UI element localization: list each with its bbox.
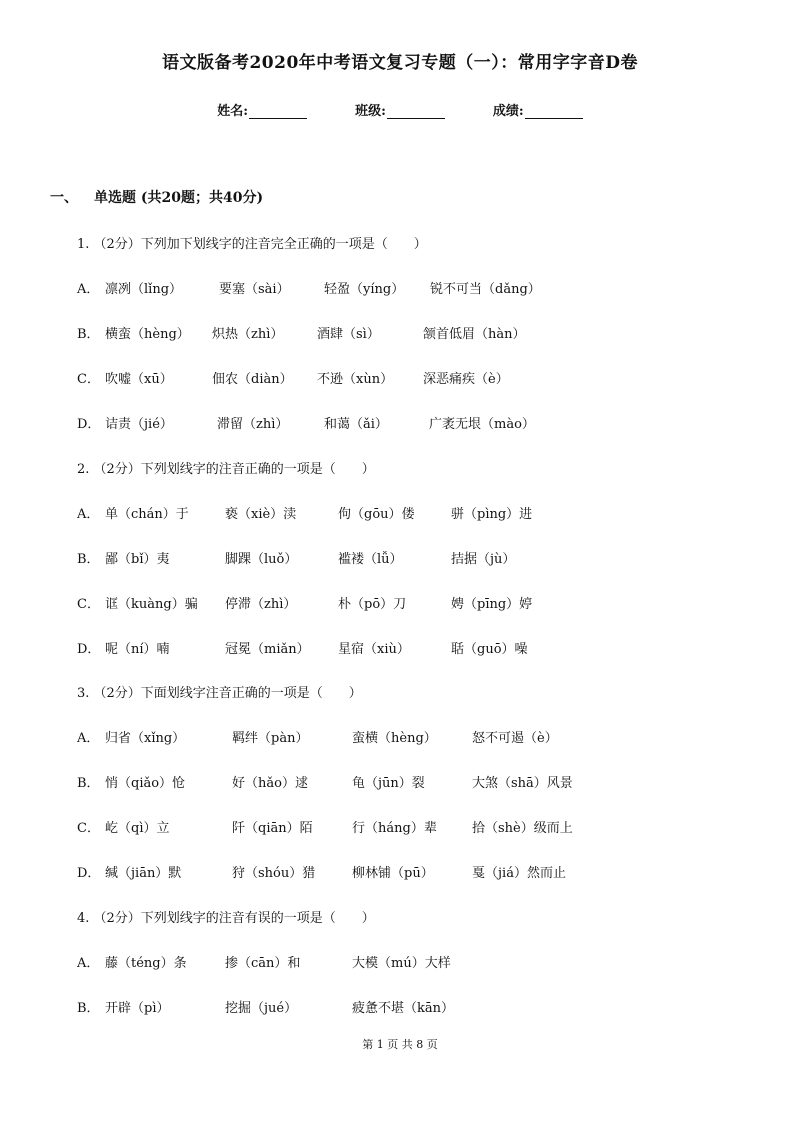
name-blank [249,106,307,119]
option-row [77,548,516,567]
option-letter: C． [77,821,100,836]
option-row [77,503,533,522]
option-item: 藤（téng）条 [105,956,187,971]
document-title: 语文版备考2020年中考语文复习专题（一）：常用字字音D卷 [161,53,639,73]
option-item: 诘责（jié） [105,417,173,432]
option-letter: B． [77,776,100,791]
option-item: 大模（mú）大样 [352,956,451,971]
name-label: 姓名: [217,104,249,119]
page-footer: 第 1 页 共 8 页 [362,1038,438,1051]
option-item: 挖掘（jué） [225,1001,298,1016]
option-letter: C． [77,597,100,612]
question-stem: 1. （2分）下列加下划线字的注音完全正确的一项是（ ） [77,237,427,252]
option-item: 轻盈（yíng） [324,282,405,297]
question-stem: 4. （2分）下列划线字的注音有误的一项是（ ） [77,911,375,926]
question-stem: 3. （2分）下面划线字注音正确的一项是（ ） [77,686,362,701]
option-item: 蛮横（hèng） [352,731,437,746]
score-blank [525,106,583,119]
option-item: 滞留（zhì） [217,417,289,432]
option-row [77,638,528,657]
option-item: 诓（kuàng）骗 [105,597,198,612]
option-item: 星宿（xiù） [338,642,410,657]
option-item: 炽热（zhì） [212,327,284,342]
option-item: 亵（xiè）渎 [225,507,297,522]
option-item: 颔首低眉（hàn） [423,327,526,342]
option-item: 要塞（sài） [219,282,290,297]
option-row [77,952,451,971]
option-item: 冠冕（miǎn） [225,642,310,657]
option-item: 呢（ní）喃 [105,642,170,657]
option-item: 羁绊（pàn） [232,731,309,746]
option-item: 朴（pō）刀 [338,597,407,612]
option-item: 深恶痛疾（è） [423,372,509,387]
section-title: 单选题 (共20题；共40分) [94,190,264,206]
option-row [77,413,535,432]
score-label: 成绩: [492,104,524,119]
section-number: 一、 [50,190,78,206]
option-item: 开辟（pì） [105,1001,170,1016]
option-item: 柳林铺（pū） [352,866,434,881]
question-stem: 2. （2分）下列划线字的注音正确的一项是（ ） [77,462,375,477]
option-item: 佝（gōu）偻 [338,507,415,522]
option-letter: A． [77,282,100,297]
option-letter: A． [77,956,100,971]
name-field [217,100,307,119]
option-item: 大煞（shā）风景 [472,776,573,791]
option-letter: A． [77,731,100,746]
option-item: 龟（jūn）裂 [352,776,425,791]
option-item: 行（háng）辈 [352,821,437,836]
option-letter: D． [77,866,101,881]
option-item: 停滞（zhì） [225,597,297,612]
option-item: 脚踝（luǒ） [225,552,298,567]
option-row [77,772,573,791]
option-item: 单（chán）于 [105,507,189,522]
option-item: 掺（cān）和 [225,956,301,971]
option-item: 吹嘘（xū） [105,372,173,387]
option-row [77,862,566,881]
option-item: 锐不可当（dǎng） [430,282,541,297]
option-item: 缄（jiān）默 [105,866,182,881]
option-row [77,727,558,746]
option-item: 聒（guō）噪 [451,642,528,657]
student-info-row [0,100,800,119]
option-item: 娉（pīng）婷 [451,597,533,612]
option-item: 不逊（xùn） [317,372,394,387]
option-item: 和蔼（ǎi） [324,417,388,432]
option-letter: B． [77,552,100,567]
option-item: 阡（qiān）陌 [232,821,313,836]
option-item: 凛冽（lǐng） [105,282,183,297]
option-item: 褴褛（lǚ） [338,552,403,567]
option-item: 佃农（diàn） [212,372,293,387]
option-item: 酒肆（sì） [317,327,380,342]
option-letter: B． [77,327,100,342]
option-item: 骈（pìng）进 [451,507,533,522]
option-row [77,997,455,1016]
section-heading [50,187,263,207]
option-row [77,593,533,612]
option-item: 拾（shè）级而上 [472,821,573,836]
option-item: 拮据（jù） [451,552,516,567]
option-item: 悄（qiǎo）怆 [105,776,186,791]
option-item: 疲惫不堪（kān） [352,1001,455,1016]
option-item: 广袤无垠（mào） [429,417,535,432]
option-row [77,323,526,342]
score-field [493,100,583,119]
class-label: 班级: [355,104,386,119]
option-item: 好（hǎo）逑 [232,776,308,791]
class-blank [387,106,445,119]
class-field [355,100,445,119]
option-item: 屹（qì）立 [105,821,170,836]
option-row [77,817,573,836]
option-letter: B． [77,1001,100,1016]
option-row [77,278,541,297]
option-item: 归省（xǐng） [105,731,186,746]
option-item: 鄙（bǐ）夷 [105,552,170,567]
option-letter: C． [77,372,100,387]
option-item: 横蛮（hèng） [105,327,190,342]
option-letter: D． [77,642,101,657]
option-row [77,368,509,387]
option-letter: D． [77,417,101,432]
option-item: 狩（shóu）猎 [232,866,316,881]
option-item: 怒不可遏（è） [472,731,558,746]
option-item: 戛（jiá）然而止 [472,866,566,881]
option-letter: A． [77,507,100,522]
